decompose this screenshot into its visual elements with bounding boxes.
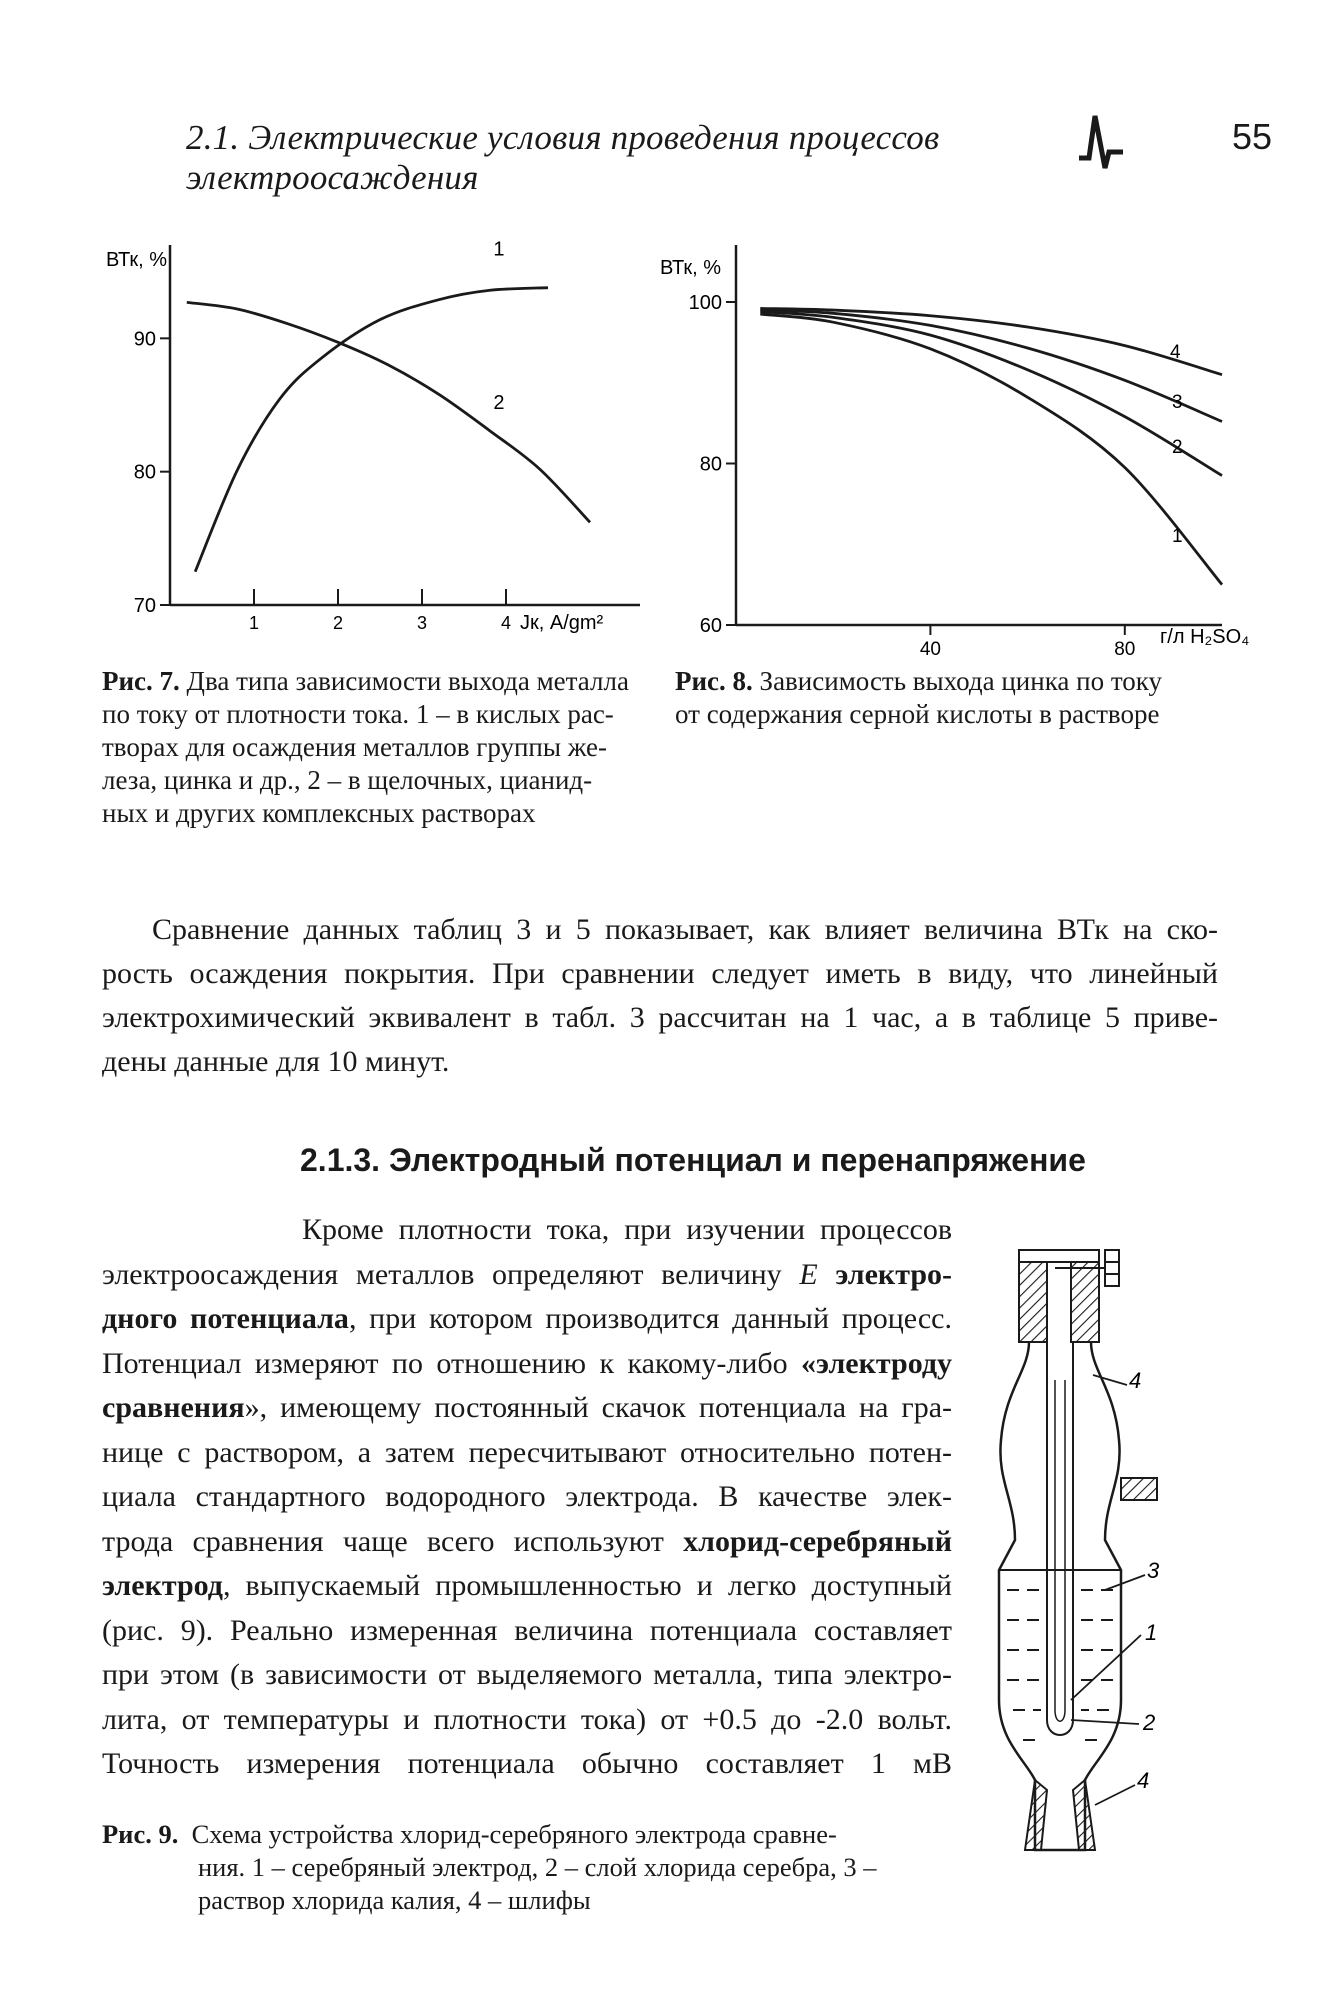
figure-7-caption-label: Рис. 7. — [102, 666, 180, 696]
series-line-2 — [760, 312, 1222, 476]
series-line-4 — [760, 308, 1222, 374]
body-paragraph-1 — [102, 908, 1218, 1084]
paragraph-text: , при котором производится данный процесс. — [348, 1302, 953, 1335]
figure-8-series — [760, 308, 1222, 584]
body-paragraph-2 — [102, 1208, 952, 1787]
x-tick-label: 1 — [248, 613, 260, 633]
series-line-3 — [760, 310, 1222, 421]
figure-7-axes — [134, 245, 640, 633]
paragraph-line: Сравнение данных таблиц 3 и 5 показывает, как влияет величина ВТк на ско- — [152, 913, 1218, 946]
figure-8-labels — [660, 257, 1249, 648]
y-axis-label: ВТк, % — [106, 249, 167, 271]
electrode-body-outline — [999, 1342, 1121, 1850]
y-tick-label: 60 — [699, 615, 722, 637]
y-tick-label: 90 — [133, 328, 156, 351]
series-line-1 — [195, 288, 548, 572]
fig9-label-2: 2 — [1143, 1710, 1156, 1735]
series-label-3: 3 — [1172, 392, 1183, 413]
paragraph-line: электрохимический эквивалент в табл. 3 рассчитан на 1 час, а в таблице 5 приве- — [102, 1001, 1218, 1034]
fig9-label-1: 1 — [1145, 1620, 1158, 1645]
pulse-logo-icon — [1079, 112, 1123, 170]
paragraph-line: рость осаждения покрытия. При сравнении следует иметь в виду, что линейный — [102, 957, 1218, 990]
fig9-label-3: 3 — [1147, 1558, 1160, 1583]
figure-8-caption — [675, 665, 1235, 731]
paragraph-text: лита, от температуры и плотности тока) от +0.5 до -2.0 вольт. — [102, 1702, 952, 1736]
y-axis-label: ВТк, % — [660, 257, 721, 279]
x-tick-label: 40 — [919, 639, 941, 660]
paragraph-text: », имеющему постоянный скачок потенциала на гра- — [244, 1391, 952, 1424]
x-tick-label: 2 — [332, 613, 344, 633]
paragraph-term: «электроду — [801, 1346, 952, 1380]
series-label-2: 2 — [1172, 437, 1183, 458]
solution-dashes — [1007, 1590, 1113, 1740]
figure-9-caption — [102, 1818, 962, 1917]
figure-7-chart — [100, 240, 660, 660]
paragraph-text: Потенциал измеряют по отношению к какому-либо — [102, 1346, 788, 1380]
bottom-joint — [1025, 1780, 1047, 1850]
running-header — [186, 112, 1146, 197]
series-label-4: 4 — [1170, 342, 1181, 363]
x-axis-label: Jк, A/gm² — [520, 612, 604, 634]
paragraph-text: циала стандартного водородного электрода. В качестве элек- — [102, 1480, 952, 1513]
paragraph-text: при этом (в зависимости от выделяемого металла, типа электро- — [102, 1658, 952, 1691]
paragraph-text: Кроме плотности тока, при изучении процессов — [302, 1213, 952, 1246]
y-tick-label: 80 — [699, 453, 722, 476]
paragraph-text: нице с раствором, а затем пересчитывают относительно потен- — [102, 1435, 952, 1469]
paragraph-term: электрод — [102, 1569, 223, 1602]
series-label-1: 1 — [1172, 526, 1183, 547]
series-line-2 — [187, 302, 590, 522]
x-tick-label: 4 — [500, 613, 512, 633]
figure-7-caption-line: по току от плотности тока. 1 – в кислых рас- — [102, 699, 614, 729]
figure-8-caption-label: Рис. 8. — [675, 666, 753, 696]
figure-7-labels — [106, 239, 604, 634]
paragraph-line: дены данные для 10 минут. — [102, 1045, 450, 1078]
fig9-label-4-top: 4 — [1129, 1368, 1142, 1393]
paragraph-text: (рис. 9). Реально измеренная величина потенциала составляет — [102, 1613, 952, 1647]
figure-9-caption-line: ния. 1 – серебряный электрод, 2 – слой хлорида серебра, 3 – — [198, 1852, 877, 1882]
figure-8-caption-line: от содержания серной кислоты в растворе — [675, 699, 1160, 729]
fig9-label-4-bottom: 4 — [1137, 1768, 1150, 1793]
paragraph-term: хлорид-серебряный — [683, 1524, 952, 1558]
series-label-2: 2 — [493, 392, 505, 414]
x-tick-label: 3 — [416, 613, 428, 633]
electrode-head — [1019, 1250, 1119, 1342]
paragraph-text: трода сравнения чаще всего используют — [102, 1524, 664, 1558]
electrode-inner-tube — [1047, 1342, 1073, 1735]
paragraph-term: электро- — [835, 1257, 952, 1291]
paragraph-text: , выпускаемый промышленностью и легко доступный — [222, 1569, 952, 1602]
page-number: 55 — [1232, 116, 1273, 157]
x-tick-label: 80 — [1114, 639, 1136, 660]
figure-7-series — [187, 288, 590, 572]
figure-7-caption-line: ных и других комплексных растворах — [102, 798, 536, 828]
figure-9-caption-line: Схема устройства хлорид-серебряного электрода сравне- — [191, 1819, 837, 1849]
y-tick-label: 70 — [133, 595, 156, 617]
series-label-1: 1 — [493, 238, 505, 261]
figure-8-caption-line: Зависимость выхода цинка по току — [759, 666, 1163, 696]
y-tick-label: 80 — [133, 461, 156, 484]
figure-9-electrode-diagram — [985, 1240, 1185, 1890]
figure-9-caption-label: Рис. 9. — [102, 1819, 179, 1849]
paragraph-text: электроосаждения металлов определяют величину — [102, 1257, 782, 1291]
figure-9-caption-line: раствор хлорида калия, 4 – шлифы — [198, 1885, 591, 1915]
paragraph-symbol: E — [799, 1257, 818, 1291]
x-axis-label: г/л H₂SO₄ — [1160, 626, 1250, 648]
section-title: 2.1.3. Электродный потенциал и перенапряжение — [300, 1142, 1086, 1178]
figure-7-caption — [102, 665, 642, 830]
figure-7-caption-line: леза, цинка и др., 2 – в щелочных, цианид- — [102, 765, 593, 795]
paragraph-text: Точность измерения потенциала обычно составляет 1 мВ — [102, 1747, 952, 1780]
paragraph-term: дного потенциала — [102, 1302, 349, 1335]
header-title: 2.1. Электрические условия проведения процессов электроосаждения — [186, 118, 940, 197]
figure-8-chart — [650, 240, 1250, 660]
figure-7-caption-line: творах для осаждения металлов группы же- — [102, 732, 608, 762]
paragraph-term: сравнения — [102, 1391, 245, 1424]
y-tick-label: 100 — [688, 292, 722, 314]
figure-7-caption-line: Два типа зависимости выхода металла — [186, 666, 629, 696]
